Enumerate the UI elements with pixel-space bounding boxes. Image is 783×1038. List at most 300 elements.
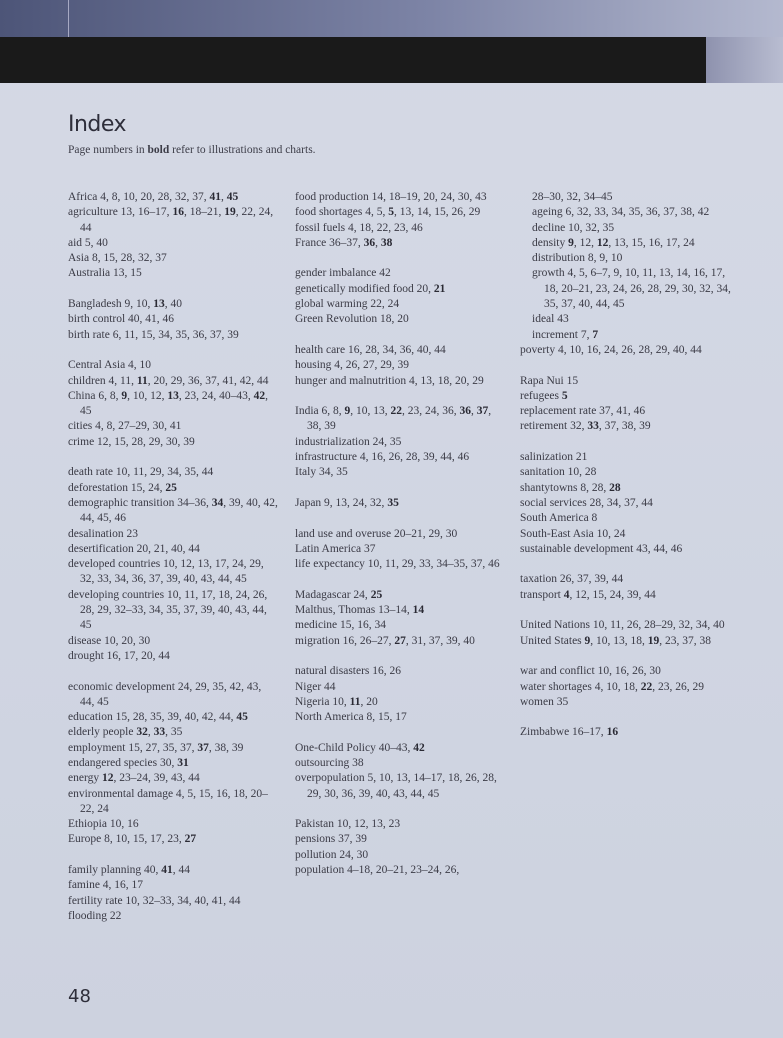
index-entry-text: children 4, 11, [68,374,137,387]
index-entry [532,221,735,236]
index-entry [295,221,505,236]
index-entry [532,328,735,343]
index-entry-bold-page: 7 [592,328,599,341]
index-entry-bold-page: 16 [172,206,184,219]
index-entry-text: life expectancy 10, 11, 29, 33, 34–35, 37, 46 [295,558,500,571]
index-entry [520,680,735,695]
index-entry [68,358,278,373]
index-entry [68,557,278,588]
index-entry-bold-page: 45 [236,711,248,724]
index-entry [532,266,735,312]
index-entry-text: , 12, 15, 24, 39, 44 [569,588,656,601]
index-entry-text: war and conflict 10, 16, 26, 30 [520,665,661,678]
index-section-gap [520,649,735,664]
index-entry [68,389,278,420]
index-section-gap [295,511,505,526]
index-entry-bold-page: 9 [344,405,351,418]
index-entry-text: cities 4, 8, 27–29, 30, 41 [68,420,182,433]
index-entry [520,419,735,434]
index-entry [295,465,505,480]
index-entry [68,251,278,266]
index-entry-text: Australia 13, 15 [68,267,142,280]
index-entry [68,894,278,909]
index-entry-text: , 10, 13, 18, [590,634,648,647]
index-entry-text: , 23, 24, 36, [402,405,460,418]
index-entry [295,603,505,618]
index-entry [520,664,735,679]
index-entry-bold-page: 19 [224,206,236,219]
index-entry-text: food shortages 4, 5, [295,206,389,219]
index-entry [68,496,278,527]
index-entry-text: , 44 [172,864,191,877]
index-entry-text: Malthus, Thomas 13–14, [295,604,413,617]
index-entry-text: genetically modified food 20, [295,282,434,295]
index-entry-text: Pakistan 10, 12, 13, 23 [295,818,401,831]
index-entry-text: Green Revolution 18, 20 [295,313,409,326]
index-section-gap [295,649,505,664]
index-entry [68,909,278,924]
index-entry [68,588,278,634]
index-entry-text: sanitation 10, 28 [520,466,597,479]
index-entry [295,343,505,358]
index-entry [520,343,735,358]
index-entry-text: women 35 [520,695,569,708]
index-entry [532,205,735,220]
index-entry-text: Europe 8, 10, 15, 17, 23, [68,833,185,846]
index-entry-text: Niger 44 [295,680,336,693]
index-entry [520,481,735,496]
index-note-bold: bold [147,144,170,156]
index-entry-text: North America 8, 15, 17 [295,711,407,724]
index-entry [295,358,505,373]
index-entry-text: ideal 43 [532,313,569,326]
index-entry-text: migration 16, 26–27, [295,634,395,647]
index-entry-text: , 18–21, [183,206,225,219]
index-entry-text: , 20, 29, 36, 37, 41, 42, 44 [147,374,269,387]
index-entry [68,542,278,557]
index-entry [68,297,278,312]
index-entry [68,725,278,740]
index-entry [520,374,735,389]
index-entry [532,312,735,327]
index-entry-bold-page: 45 [226,191,239,203]
index-entry-text: environmental damage 4, 5, 15, 16, 18, 20–22, 24 [68,787,268,815]
index-entry-text: pensions 37, 39 [295,833,367,846]
index-entry-bold-page: 25 [370,588,383,601]
index-entry [520,618,735,633]
index-section-gap [68,282,278,297]
index-entry-bold-page: 4 [563,588,570,601]
index-entry [68,771,278,786]
index-entry-text: transport [520,588,564,601]
index-entry [295,450,505,465]
index-entry-text: endangered species 30, [68,756,178,769]
index-section-gap [295,725,505,740]
index-entry-text: , 23–24, 39, 43, 44 [113,772,200,785]
index-entry-text: , [147,726,154,739]
index-entry-text: demographic transition 34–36, [68,496,212,509]
index-entry-bold-page: 28 [609,481,621,494]
index-entry-text: Asia 8, 15, 28, 32, 37 [68,252,167,265]
index-column-3 [520,190,735,741]
index-entry-bold-page: 31 [177,756,189,769]
index-entry-text: desalination 23 [68,527,138,540]
index-entry-text: drought 16, 17, 20, 44 [68,649,170,662]
index-entry-text: Madagascar 24, [295,588,371,601]
index-entry [295,756,505,771]
index-entry [68,481,278,496]
index-entry-bold-page: 41 [209,191,221,203]
index-entry-text: One-Child Policy 40–43, [295,741,414,754]
index-entry [68,328,278,343]
index-entry [68,787,278,818]
index-entry [295,741,505,756]
index-section-gap [295,389,505,404]
index-entry-text: Central Asia 4, 10 [68,359,152,372]
index-section-gap [68,664,278,679]
index-section-gap [520,603,735,618]
index-entry-bold-page: 34 [211,496,224,509]
index-entry [520,572,735,587]
index-entry-text: crime 12, 15, 28, 29, 30, 39 [68,435,195,448]
index-entry-text: aid 5, 40 [68,236,108,249]
index-entry-text: Africa 4, 8, 10, 20, 28, 32, 37, [68,191,210,203]
top-decorative-band [0,0,783,37]
index-entry-bold-page: 22 [640,680,653,693]
index-section-gap [520,435,735,450]
index-entry [295,588,505,603]
index-entry [295,205,505,220]
index-entry-bold-page: 27 [394,634,406,647]
index-entry-text: disease 10, 20, 30 [68,634,151,647]
index-entry-bold-page: 37 [197,741,209,754]
index-entry-text: global warming 22, 24 [295,298,400,311]
index-entry-text: , 13, 15, 16, 17, 24 [608,236,695,249]
index-entry-text: energy [68,772,102,785]
index-entry-text: , 35 [165,726,183,739]
index-entry-text: , 31, 37, 39, 40 [405,634,475,647]
index-entry [295,557,505,572]
index-entry [295,695,505,710]
index-entry [68,236,278,251]
index-entry-text: United States [520,634,585,647]
index-entry-bold-page: 13 [153,298,165,311]
index-entry-text: Zimbabwe 16–17, [520,726,607,739]
index-entry-text: refugees [520,389,562,402]
index-entry-text: Italy 34, 35 [295,466,348,479]
index-entry-bold-page: 14 [412,604,425,617]
index-entry [295,680,505,695]
index-entry [295,435,505,450]
index-column-2 [295,190,505,878]
index-entry-text: growth 4, 5, 6–7, 9, 10, 11, 13, 14, 16, 17, 18, 20–21, 23, 24, 26, 28, 29, 30, 32, 34, 35, 37, 40, 44, 45 [532,267,731,311]
index-entry [532,251,735,266]
index-entry-bold-page: 16 [606,726,619,739]
index-entry [295,527,505,542]
index-entry-bold-page: 12 [596,236,609,249]
index-entry-bold-page: 13 [167,389,179,402]
index-entry-bold-page: 11 [349,695,361,708]
index-entry-bold-page: 25 [165,481,177,494]
index-entry-text: employment 15, 27, 35, 37, [68,741,198,754]
index-entry [295,664,505,679]
index-entry-text: , 13, 14, 15, 26, 29 [394,206,481,219]
index-section-gap [520,358,735,373]
index-entry-text: decline 10, 32, 35 [532,221,615,234]
index-entry-text: famine 4, 16, 17 [68,879,144,892]
index-section-gap [68,848,278,863]
index-entry-text: family planning 40, [68,864,162,877]
index-entry [295,832,505,847]
index-entry [295,542,505,557]
index-entry [68,680,278,711]
index-entry-text: health care 16, 28, 34, 36, 40, 44 [295,343,446,356]
index-entry-text: , 22, 24, 44 [80,206,274,234]
index-entry-text: , 20 [360,695,378,708]
index-entry [295,282,505,297]
index-entry [520,465,735,480]
index-entry-text: retirement 32, [520,420,588,433]
index-entry-text: Nigeria 10, [295,695,350,708]
index-entry-text: housing 4, 26, 27, 29, 39 [295,359,410,372]
index-entry [68,863,278,878]
index-entry [532,236,735,251]
index-entry-text: distribution 8, 9, 10 [532,252,623,265]
index-entry-text: salinization 21 [520,451,588,464]
index-entry-text: , 10, 12, [127,389,168,402]
index-entry-text: birth rate 6, 11, 15, 34, 35, 36, 37, 39 [68,328,239,341]
index-entry [68,419,278,434]
index-entry-text: , 40 [164,298,183,311]
index-entry-text: , 38, 39 [208,741,244,754]
header-bar [0,37,706,83]
index-entry-text: , 12, [573,236,597,249]
index-entry-bold-page: 42 [253,389,266,402]
index-entry-text: birth control 40, 41, 46 [68,313,175,326]
index-entry [68,741,278,756]
index-entry-text: increment 7, [532,328,593,341]
index-entry-bold-page: 27 [184,833,197,846]
index-section-gap [295,481,505,496]
index-entry-text: pollution 24, 30 [295,848,369,861]
index-entry [520,527,735,542]
index-entry [68,527,278,542]
index-section-gap [68,343,278,358]
index-entry [68,205,278,236]
index-entry [520,389,735,404]
index-entry-text: hunger and malnutrition 4, 13, 18, 20, 29 [295,374,484,387]
index-entry [520,511,735,526]
index-entry-text: fossil fuels 4, 18, 22, 23, 46 [295,221,423,234]
index-entry [68,832,278,847]
index-section-gap [295,251,505,266]
index-entry-text: taxation 26, 37, 39, 44 [520,573,624,586]
index-entry-text: France 36–37, [295,236,364,249]
index-entry-text: death rate 10, 11, 29, 34, 35, 44 [68,466,214,479]
index-entry-text: , 39, 40, 42, 44, 45, 46 [80,496,278,525]
index-entry-bold-page: 33 [587,420,599,433]
index-entry [295,297,505,312]
index-entry [295,190,505,205]
index-entry-text: natural disasters 16, 26 [295,665,402,678]
index-entry-bold-page: 42 [413,741,425,754]
index-note [68,144,316,156]
index-entry [295,817,505,832]
index-entry-bold-page: 9 [568,236,574,249]
index-entry [520,542,735,557]
index-entry-text: , 23, 37, 38 [659,634,712,647]
index-entry-text: replacement rate 37, 41, 46 [520,405,646,418]
index-entry-bold-page: 11 [136,374,148,387]
index-entry-text: , 37, 38, 39 [598,420,651,433]
index-entry-text: Latin America 37 [295,542,376,555]
index-column-1 [68,190,278,924]
index-entry-text: poverty 4, 10, 16, 24, 26, 28, 29, 40, 44 [520,343,702,356]
index-entry-bold-page: 12 [101,772,114,785]
index-entry-text: flooding 22 [68,909,122,922]
index-entry-text: gender imbalance 42 [295,267,391,280]
index-entry-text: Rapa Nui 15 [520,374,579,387]
index-entry-text: industrialization 24, 35 [295,435,402,448]
index-section-gap [295,572,505,587]
index-entry-text: shantytowns 8, 28, [520,481,610,494]
index-entry-text: fertility rate 10, 32–33, 34, 40, 41, 44 [68,894,241,907]
index-entry [68,817,278,832]
page-title: Index [68,112,127,137]
index-note-prefix: Page numbers in [68,144,145,156]
index-entry-text: South-East Asia 10, 24 [520,527,626,540]
index-entry-text: Japan 9, 13, 24, 32, [295,496,388,509]
index-entry-text: social services 28, 34, 37, 44 [520,496,653,509]
index-entry-bold-page: 22 [390,405,403,418]
index-entry-text: , [375,236,381,249]
index-entry-text: ageing 6, 32, 33, 34, 35, 36, 37, 38, 42 [532,206,710,219]
index-entry [520,695,735,710]
index-entry-text: , 45 [80,389,268,418]
index-entry [68,190,278,205]
index-entry-bold-page: 9 [121,389,128,402]
index-entry [295,404,505,435]
index-entry-text: 28–30, 32, 34–45 [532,191,613,203]
index-entry-bold-page: 33 [153,726,166,739]
index-entry-bold-page: 5 [561,389,568,402]
index-entry-text: population 4–18, 20–21, 23–24, 26, [295,864,460,877]
index-entry-text: , 38, 39 [307,405,492,433]
index-entry [295,710,505,725]
index-entry-bold-page: 38 [380,236,393,249]
index-entry-bold-page: 19 [647,634,660,647]
index-entry-bold-page: 32 [136,726,148,739]
index-entry-text: education 15, 28, 35, 39, 40, 42, 44, [68,711,237,724]
index-entry [68,465,278,480]
index-entry-text: infrastructure 4, 16, 26, 28, 39, 44, 46 [295,451,470,464]
index-entry-bold-page: 36 [363,236,376,249]
index-entry [68,312,278,327]
index-entry [68,266,278,281]
index-section-gap [520,557,735,572]
index-entry-text: , [221,191,227,203]
index-entry-bold-page: 36 [459,405,472,418]
index-entry-text: food production 14, 18–19, 20, 24, 30, 43 [295,191,487,203]
index-entry [295,312,505,327]
index-entry-text: United Nations 10, 11, 26, 28–29, 32, 34, 40 [520,619,725,632]
index-entry [68,649,278,664]
index-entry-text: agriculture 13, 16–17, [68,206,173,219]
index-entry-text: economic development 24, 29, 35, 42, 43, 44, 45 [68,680,262,708]
header-side-strip [706,37,783,83]
index-entry [295,771,505,802]
index-entry-text: Ethiopia 10, 16 [68,818,139,831]
index-entry-text: medicine 15, 16, 34 [295,619,387,632]
page-number: 48 [68,986,91,1007]
index-entry [68,756,278,771]
index-entry-text: Bangladesh 9, 10, [68,298,154,311]
index-entry-text: , 23, 24, 40–43, [178,389,254,402]
index-entry-bold-page: 41 [161,864,173,877]
index-entry-text: elderly people [68,726,137,739]
index-entry [520,404,735,419]
index-entry [68,634,278,649]
index-section-gap [520,710,735,725]
index-entry-text: land use and overuse 20–21, 29, 30 [295,527,458,540]
index-entry-text: , 10, 13, [350,405,391,418]
index-entry-text: , 23, 26, 29 [652,680,704,693]
index-entry-text: desertification 20, 21, 40, 44 [68,542,200,555]
index-entry [295,496,505,511]
index-entry [520,496,735,511]
index-entry [520,634,735,649]
index-entry-text: density [532,236,569,249]
index-entry-bold-page: 21 [433,282,446,295]
index-entry-bold-page: 35 [387,496,399,509]
index-entry [295,374,505,389]
index-entry-text: deforestation 15, 24, [68,481,166,494]
index-section-gap [295,802,505,817]
index-entry [68,878,278,893]
index-entry-text: overpopulation 5, 10, 13, 14–17, 18, 26, 28, 29, 30, 36, 39, 40, 43, 44, 45 [295,772,497,800]
index-entry-text: sustainable development 43, 44, 46 [520,542,683,555]
index-entry [295,236,505,251]
index-entry [68,435,278,450]
index-entry-text: , [471,405,477,418]
index-entry [295,863,505,878]
index-entry [520,450,735,465]
index-note-suffix: refer to illustrations and charts. [172,144,316,156]
index-entry [295,618,505,633]
index-entry-text: China 6, 8, [68,389,122,402]
index-entry-text: South America 8 [520,512,598,525]
index-entry-bold-page: 5 [388,206,395,219]
index-entry-text: outsourcing 38 [295,756,364,769]
index-section-gap [295,328,505,343]
index-entry [68,710,278,725]
index-entry-text: India 6, 8, [295,405,345,418]
index-entry-text: developed countries 10, 12, 13, 17, 24, 29, 32, 33, 34, 36, 37, 39, 40, 43, 44, 45 [68,558,264,586]
index-entry [520,588,735,603]
top-margin-rule [68,0,69,37]
index-entry [532,190,735,205]
index-entry [295,634,505,649]
index-section-gap [68,450,278,465]
index-entry-text: developing countries 10, 11, 17, 18, 24, 26, 28, 29, 32–33, 34, 35, 37, 39, 40, 43, 44, 45 [68,588,268,632]
index-entry [68,374,278,389]
index-entry-bold-page: 9 [584,634,591,647]
index-entry [295,848,505,863]
index-entry-text: water shortages 4, 10, 18, [520,680,641,693]
index-entry [520,725,735,740]
index-entry-bold-page: 37 [476,405,489,418]
index-entry [295,266,505,281]
